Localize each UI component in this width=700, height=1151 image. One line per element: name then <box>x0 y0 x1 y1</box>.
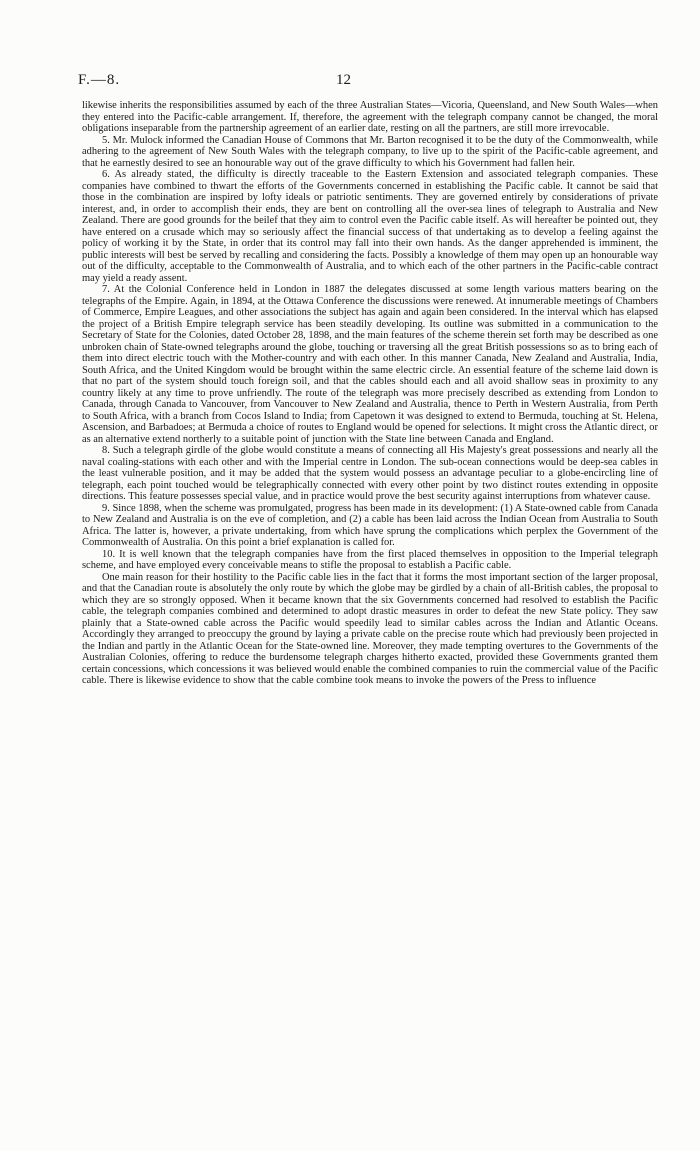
paragraph-6: 6. As already stated, the difficulty is directly traceable to the Eastern Extension and associated telegraph companies. These companies have combined to thwart the efforts of the Governments concerned in establishing the Pacific cable. It cannot be said that those in the combination are inspired by lofty ideals or patriotic sentiments. They are governed entirely by considerations of private interest, and, in order to accomplish their ends, they are bent on controlling all the over-sea lines of telegraph to Australia and New Zealand. There are good grounds for the beilef that they aim to control even the Pacific cable itself. As will hereafter be pointed out, they have entered on a crusade which may so seriously affect the financial success of that undertaking as to develop a feeling against the policy of working it by the State, in order that its control may fall into their own hands. As the danger apprehended is imminent, the public interests will best be served by recalling and considering the facts. Possibly a knowledge of them may open up an honourable way out of the difficulty, acceptable to the Commonwealth of Australia, and to which each of the other partners in the Pacific-cable contract may yield a ready assent. <box>82 169 658 284</box>
document-reference: F.—8. <box>78 72 121 88</box>
paragraph-8: 8. Such a telegraph girdle of the globe would constitute a means of connecting all His Majesty's great possessions and nearly all the naval coaling-stations with each other and with the Imperial centre in London. The sub-ocean connections would be deep-sea cables in the least vulnerable position, and it may be added that the system would possess an advantage peculiar to a globe-encircling line of telegraph, each point touched would be telegraphically connected with every other point by two distinct routes extending in opposite directions. This feature possesses special value, and in practice would prove the best security against interruptions from whatever cause. <box>82 445 658 502</box>
paragraph-9: 9. Since 1898, when the scheme was promulgated, progress has been made in its development: (1) A State-owned cable from Canada to New Zealand and Australia is on the eve of completion, and (2) a cable has been laid across the Indian Ocean from Australia to South Africa. The latter is, however, a private undertaking, from which have sprung the complications which perplex the Government of the Commonwealth of Australia. On this point a brief explanation is called for. <box>82 502 658 548</box>
paragraph-7: 7. At the Colonial Conference held in London in 1887 the delegates discussed at some length various matters bearing on the telegraphs of the Empire. Again, in 1894, at the Ottawa Conference the discussions were renewed. At innumerable meetings of Chambers of Commerce, Empire Leagues, and other associations the subject has again and again been considered. In the interval which has elapsed the project of a British Empire telegraph service has been steadily developing. Its outline was submitted in a communication to the Secretary of State for the Colonies, dated October 28, 1898, and the main features of the scheme therein set forth may be described as one unbroken chain of State-owned telegraphs around the globe, touching or traversing all the great British possessions so as to bring each of them into direct electric touch with the Mother-country and with each other. In this manner Canada, New Zealand and Australia, India, South Africa, and the United Kingdom would be brought within the same electric circle. An essential feature of the scheme laid down is that no part of the system should touch foreign soil, and that the cables should each and all avoid shallow seas in proximity to any country likely at any time to prove unfriendly. The route of the telegraph was more precisely described as extending from London to Canada, through Canada to Vancouver, from Vancouver to New Zealand and Australia, thence to Perth in Western Australia, from Perth to South Africa, with a branch from Cocos Island to India; from Capetown it was designed to extend to Bermuda, touching at St. Helena, Ascension, and Barbadoes; at Bermuda a choice of routes to England would be opened for selections. It might cross the Atlantic direct, or as an alternative extend northerly to a suitable point of junction with the State line between Canada and England. <box>82 284 658 445</box>
paragraph-continued: likewise inherits the responsibilities assumed by each of the three Australian States—Vicoria, Queensland, and New South Wales—when they entered into the Pacific-cable arrangement. If, therefore, the agreement with the telegraph company cannot be changed, the moral obligations inseparable from the partnership agreement of an earlier date, resting on all the partners, are still more irrevocable. <box>82 100 658 134</box>
body-text <box>82 100 658 687</box>
paragraph-10-continued: One main reason for their hostility to the Pacific cable lies in the fact that it forms the most important section of the larger proposal, and that the Canadian route is absolutely the only route by which the globe may be girdled by a chain of all-British cables, the proposal to which they are so strongly opposed. When it became known that the six Governments concerned had resolved to establish the Pacific cable, the telegraph companies combined and determined to adopt drastic measures in order to defeat the new State policy. They saw plainly that a State-owned cable across the Pacific would speedily lead to similar cables across the Indian and Atlantic Oceans. Accordingly they arranged to preoccupy the ground by laying a private cable on the precise route which had previously been projected in the Indian and partly in the Atlantic Ocean for the State-owned line. Moreover, they made tempting overtures to the Governments of the Australian Colonies, offering to reduce the burdensome telegraph charges hitherto exacted, provided these Governments granted them certain concessions, which concessions it was believed would enable the combined companies to ruin the commercial value of the Pacific cable. There is likewise evidence to show that the cable combine took means to invoke the powers of the Press to influence <box>82 571 658 686</box>
page-number: 12 <box>336 72 351 88</box>
page-header <box>78 72 656 92</box>
paragraph-10: 10. It is well known that the telegraph companies have from the first placed themselves in opposition to the Imperial telegraph scheme, and have employed every conceivable means to stifle the proposal to establish a Pacific cable. <box>82 548 658 571</box>
paragraph-5: 5. Mr. Mulock informed the Canadian House of Commons that Mr. Barton recognised it to be the duty of the Commonwealth, while adhering to the agreement of New South Wales with the telegraph company, to live up to the spirit of the Pacific-cable agreement, and that he earnestly desired to see an honourable way out of the grave difficulty to which his Government had fallen heir. <box>82 134 658 169</box>
